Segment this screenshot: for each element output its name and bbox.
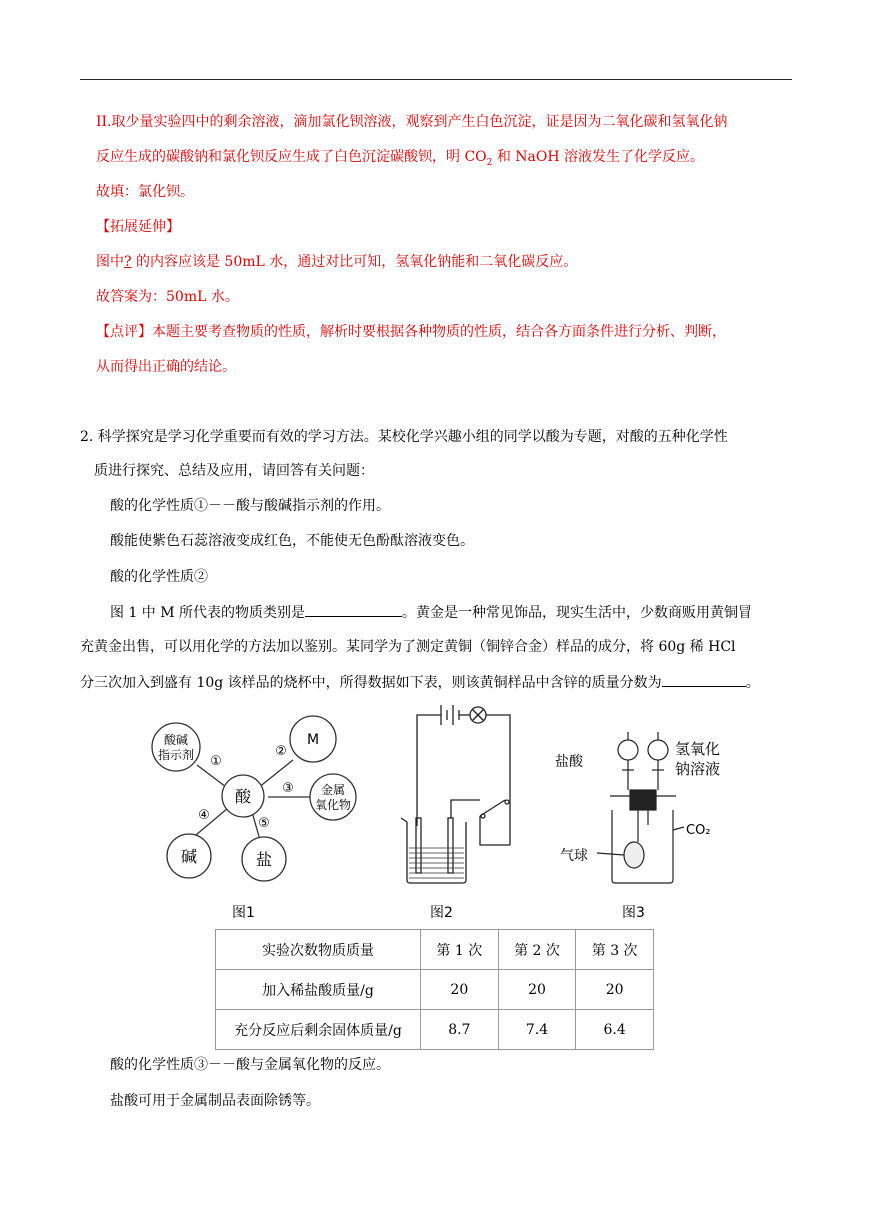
property-2-line-2: 充黄金出售，可以用化学的方法加以鉴别。某同学为了测定黄铜（铜锌合金）样品的成分，将 60g 稀 HCl [80,639,736,655]
figure-3-caption: 图3 [622,905,645,921]
table-header: 第 1 次 [421,930,499,970]
answer-fill: 故填：氯化钡。 [96,184,194,200]
answer-blank-m[interactable] [305,602,402,617]
base-node: 碱 [180,847,198,866]
property-3-desc: 盐酸可用于金属制品表面除锈等。 [110,1093,320,1109]
property-2-line-3: 分三次加入到盛有 10g 该样品的烧杯中，所得数据如下表，则该黄铜样品中含锌的质量分数为 。 [80,672,760,693]
table-cell: 充分反应后剩余固体质量/g [216,1010,421,1050]
label-2: ② [275,744,287,759]
table-header-row [216,930,654,970]
label-4: ④ [198,808,210,823]
property-1-desc: 酸能使紫色石蕊溶液变成红色，不能使无色酚酞溶液变色。 [110,533,474,549]
table-cell: 8.7 [421,1010,499,1050]
property-3: 酸的化学性质③－－酸与金属氧化物的反应。 [110,1057,390,1073]
property-2-question: 图 1 中 M 所代表的物质类别是 。黄金是一种常见饰品，现实生活中，少数商贩用黄铜冒 [110,602,752,623]
question2-line-2: 质进行探究、总结及应用，请回答有关问题： [94,463,374,479]
table-cell: 7.4 [498,1010,576,1050]
label-3: ③ [282,781,294,796]
figure-3-apparatus [550,730,750,890]
table-cell: 加入稀盐酸质量/g [216,970,421,1010]
label-5: ⑤ [258,816,270,831]
balloon-label: 气球 [560,848,588,864]
naoh-label: 氢氧化 [675,740,721,758]
extension-text: 图中? 的内容应该是 50mL 水，通过对比可知，氢氧化钠能和二氧化碳反应。 [96,254,578,270]
answer-line-2: 反应生成的碳酸钠和氯化钡反应生成了白色沉淀碳酸钡，明 $CO_2$ 和 NaOH 溶液发生了化学反应。 [96,149,705,168]
extension-answer: 故答案为：50mL 水。 [96,289,239,305]
table-cell: 6.4 [576,1010,654,1050]
figure-1-diagram [140,710,390,890]
acid-node: 酸 [234,787,252,806]
header-rule [80,79,792,80]
property-2: 酸的化学性质② [110,569,208,585]
answer-blank-zinc[interactable] [662,672,746,687]
figure-1-caption: 图1 [232,905,255,921]
extension-heading: 【拓展延伸】 [96,219,180,235]
table-row [216,970,654,1010]
oxide-node: 金属 [320,783,346,797]
co2-label: CO₂ [686,823,711,838]
table-row [216,1010,654,1050]
label-1: ① [210,754,222,769]
m-node: M [306,732,320,748]
indicator-node: 酸碱 [163,733,189,747]
salt-node: 盐 [255,850,273,869]
table-cell: 20 [498,970,576,1010]
figure-2-circuit [385,700,535,890]
svg-text:指示剂: 指示剂 [157,748,195,762]
comment-line-1: 【点评】本题主要考查物质的性质，解析时要根据各种物质的性质，结合各方面条件进行分析、判断， [96,324,726,340]
table-cell: 20 [421,970,499,1010]
table-header: 实验次数物质质量 [216,930,421,970]
answer-line-1: II.取少量实验四中的剩余溶液，滴加氯化钡溶液，观察到产生白色沉淀，证是因为二氧化碳和氢氧化钠 [96,114,728,130]
comment-line-2: 从而得出正确的结论。 [96,359,236,375]
table-header: 第 3 次 [576,930,654,970]
experiment-table [215,929,654,1050]
figure-2-caption: 图2 [430,905,453,921]
table-header: 第 2 次 [498,930,576,970]
question2-line-1: 2. 科学探究是学习化学重要而有效的学习方法。某校化学兴趣小组的同学以酸为专题，对酸的五种化学性 [80,429,728,445]
table-cell: 20 [576,970,654,1010]
svg-text:钠溶液: 钠溶液 [675,760,721,778]
hcl-label: 盐酸 [555,754,583,770]
property-1: 酸的化学性质①－－酸与酸碱指示剂的作用。 [110,498,390,514]
svg-text:氧化物: 氧化物 [314,798,352,812]
